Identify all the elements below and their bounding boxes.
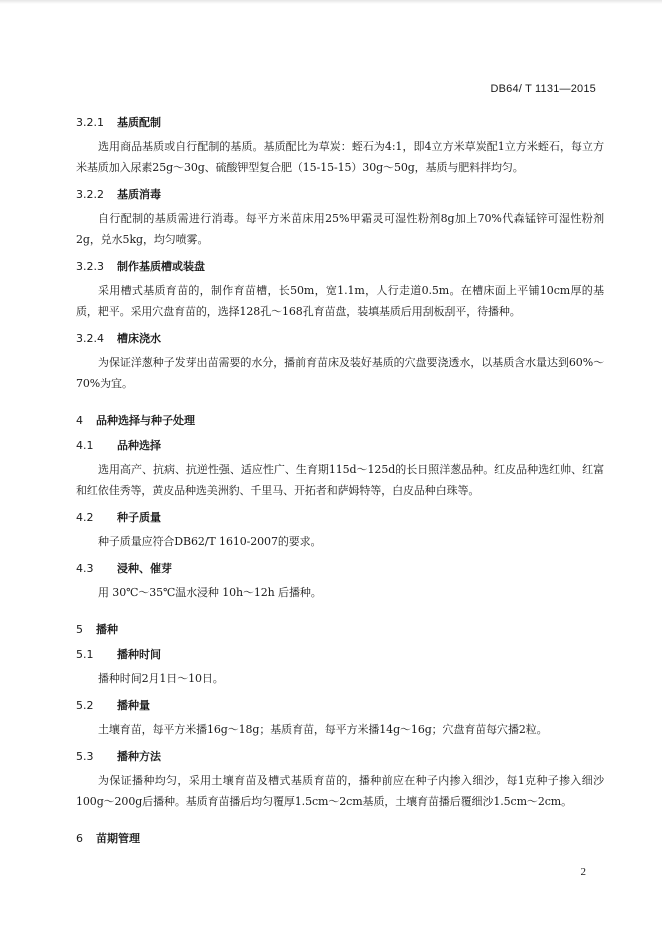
heading-5-1: 5.1 播种时间 xyxy=(76,648,161,661)
heading-4-2: 4.2 种子质量 xyxy=(76,511,161,524)
paragraph-3-2-4: 为保证洋葱种子发芽出苗需要的水分，播前育苗床及装好基质的穴盘要浇透水，以基质含水量达到60%～70%为宜。 xyxy=(76,356,604,390)
page-number: 2 xyxy=(580,866,586,878)
paragraph-3-2-3: 采用槽式基质育苗的，制作育苗槽，长50m，宽1.1m，人行走道0.5m。在槽床面上平铺10cm厚的基质，耙平。采用穴盘育苗的，选择128孔～168孔育苗盘，装填基质后用刮板刮平，待播种。 xyxy=(76,284,604,318)
document-body xyxy=(76,108,604,849)
heading-5-2: 5.2 播种量 xyxy=(76,699,150,712)
heading-6: 6 苗期管理 xyxy=(76,832,140,845)
heading-3-2-3: 3.2.3 制作基质槽或装盘 xyxy=(76,260,205,273)
heading-4: 4 品种选择与种子处理 xyxy=(76,414,195,427)
heading-3-2-2: 3.2.2 基质消毒 xyxy=(76,188,161,201)
heading-5-3: 5.3 播种方法 xyxy=(76,750,161,763)
scan-edge xyxy=(0,0,662,4)
standard-number: DB64/ T 1131—2015 xyxy=(490,83,596,95)
paragraph-5-3: 为保证播种均匀，采用土壤育苗及槽式基质育苗的，播种前应在种子内掺入细沙，每1克种子掺入细沙100g～200g后播种。基质育苗播后均匀覆厚1.5cm～2cm基质，土壤育苗播后覆细沙1.5cm～2cm。 xyxy=(76,774,604,808)
heading-4-3: 4.3 浸种、催芽 xyxy=(76,562,172,575)
heading-3-2-4: 3.2.4 槽床浇水 xyxy=(76,332,161,345)
heading-4-1: 4.1 品种选择 xyxy=(76,439,161,452)
paragraph-5-1: 播种时间2月1日～10日。 xyxy=(98,672,224,685)
paragraph-4-1: 选用高产、抗病、抗逆性强、适应性广、生育期115d～125d的长日照洋葱品种。红皮品种选红帅、红富和红依佳秀等，黄皮品种选美洲豹、千里马、开拓者和萨姆特等，白皮品种白珠等。 xyxy=(76,463,604,497)
heading-3-2-1: 3.2.1 基质配制 xyxy=(76,116,161,129)
paragraph-3-2-2: 自行配制的基质需进行消毒。每平方米苗床用25%甲霜灵可湿性粉剂8g加上70%代森锰锌可湿性粉剂2g，兑水5kg，均匀喷雾。 xyxy=(76,212,604,246)
heading-5: 5 播种 xyxy=(76,623,118,636)
paragraph-4-3: 用 30℃～35℃温水浸种 10h～12h 后播种。 xyxy=(98,586,322,599)
paragraph-3-2-1: 选用商品基质或自行配制的基质。基质配比为草炭：蛭石为4:1，即4立方米草炭配1立方米蛭石，每立方米基质加入尿素25g～30g、硫酸钾型复合肥（15-15-15）30g～50g，基质与肥料拌均匀。 xyxy=(76,140,604,174)
paragraph-5-2: 土壤育苗，每平方米播16g～18g；基质育苗，每平方米播14g～16g；穴盘育苗每穴播2粒。 xyxy=(98,723,548,736)
paragraph-4-2: 种子质量应符合DB62/T 1610-2007的要求。 xyxy=(98,535,322,548)
